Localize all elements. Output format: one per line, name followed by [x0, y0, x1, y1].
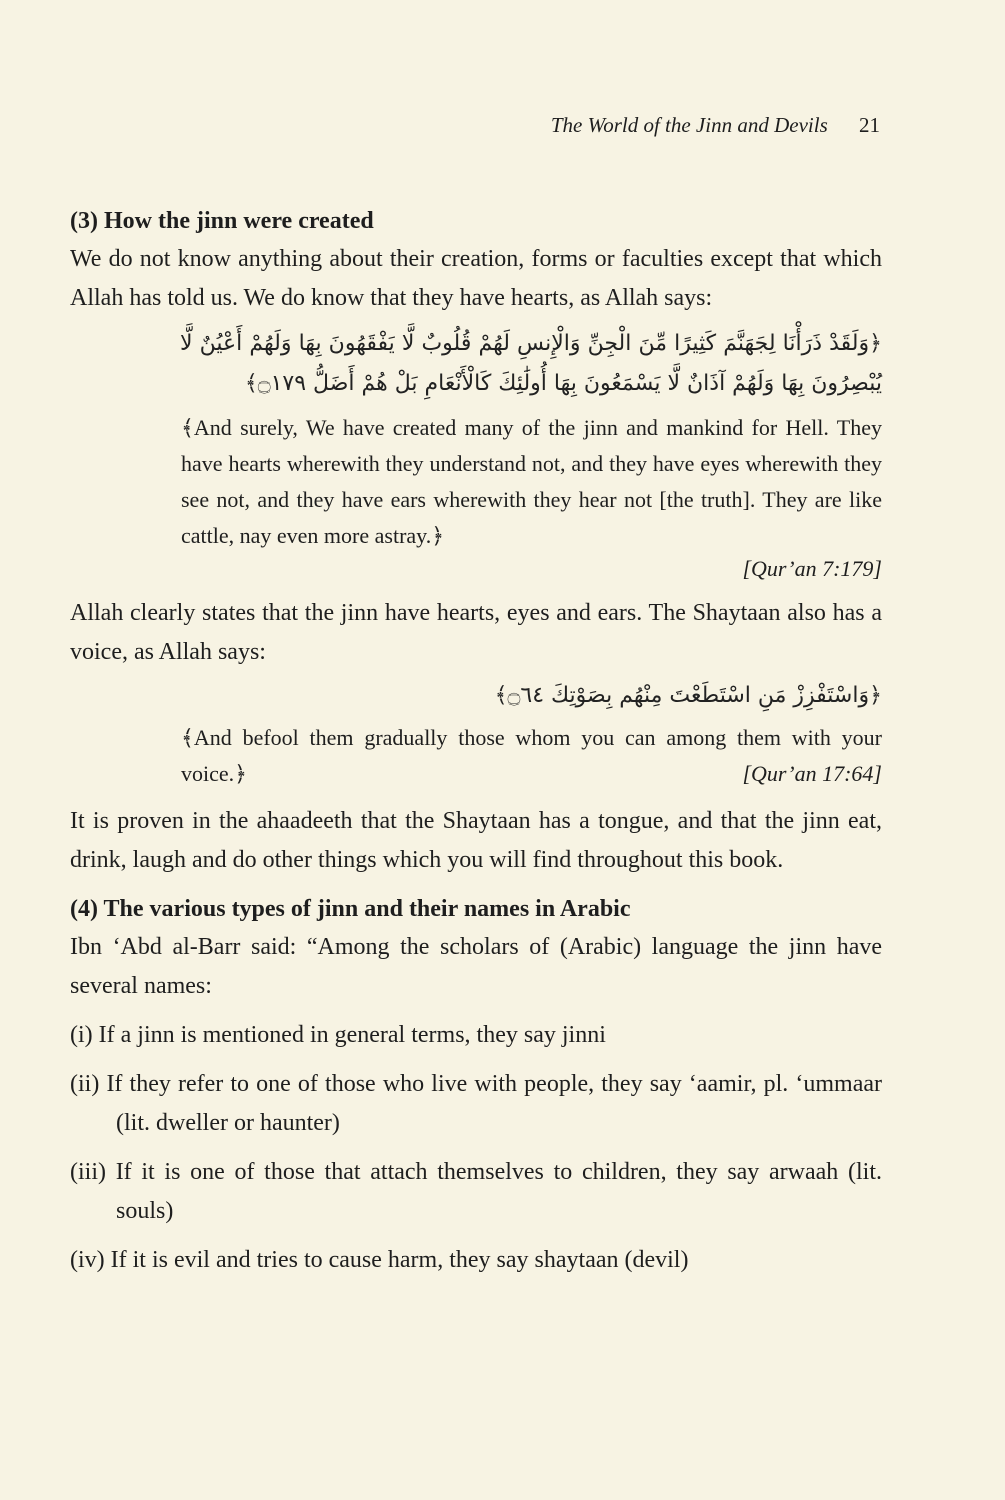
list-item: (iv) If it is evil and tries to cause harm, they say shaytaan (devil): [70, 1247, 689, 1273]
quote-reference-7-179: [Qur’an 7:179]: [742, 556, 882, 581]
page-body: [70, 202, 882, 1280]
arabic-verse-7-179: ﴿وَلَقَدْ ذَرَأْنَا لِجَهَنَّمَ كَثِيرًا مِّنَ الْجِنِّ وَالْإِنسِ لَهُمْ قُلُوبٌ لَّا يَفْقَهُونَ بِهَا وَلَهُمْ أَعْيُنٌ لَّا يُبْصِرُونَ بِهَا وَلَهُمْ آذَانٌ لَّا يَسْمَعُونَ بِهَا أُولَٰئِكَ كَالْأَنْعَامِ بَلْ هُمْ أَضَلُّ ۝١٧٩﴾: [180, 331, 882, 396]
section-4-heading: (4) The various types of jinn and their names in Arabic: [70, 896, 631, 922]
list-item: (i) If a jinn is mentioned in general terms, they say jinni: [70, 1022, 606, 1048]
list-item: (ii) If they refer to one of those who live with people, they say ‘aamir, pl. ‘ummaar (lit. dweller or haunter): [70, 1071, 882, 1136]
running-header-title: The World of the Jinn and Devils: [550, 113, 828, 137]
quote-text-17-64: ﴾And befool them gradually those whom you can among them with your voice.﴿: [181, 725, 882, 786]
section-3-para-1: We do not know anything about their creation, forms or faculties except that which Allah has told us. We do know that they have hearts, as Allah says:: [70, 246, 882, 311]
quote-reference-17-64: [Qur’an 17:64]: [742, 761, 882, 786]
section-4-intro: Ibn ‘Abd al-Barr said: “Among the scholars of (Arabic) language the jinn have several names:: [70, 934, 882, 999]
section-3-para-2: Allah clearly states that the jinn have hearts, eyes and ears. The Shaytaan also has a voice, as Allah says:: [70, 600, 882, 665]
page-number: 21: [859, 113, 880, 137]
running-header: [0, 113, 880, 138]
quote-translation-17-64: [181, 720, 882, 792]
section-3-heading: (3) How the jinn were created: [70, 208, 374, 234]
list-item: (iii) If it is one of those that attach themselves to children, they say arwaah (lit. souls): [70, 1159, 882, 1224]
arabic-verse-17-64: ﴿وَاسْتَفْزِزْ مَنِ اسْتَطَعْتَ مِنْهُم بِصَوْتِكَ ۝٦٤﴾: [494, 683, 882, 708]
quote-translation-7-179: ﴾And surely, We have created many of the jinn and mankind for Hell. They have hearts wherewith they understand not, and they have eyes wherewith they see not, and they have ears wherewith they hear not [the truth]. They are like cattle, nay even more astray.﴿: [181, 415, 882, 548]
section-3-para-3: It is proven in the ahaadeeth that the Shaytaan has a tongue, and that the jinn eat, drink, laugh and do other things which you will find throughout this book.: [70, 808, 882, 873]
